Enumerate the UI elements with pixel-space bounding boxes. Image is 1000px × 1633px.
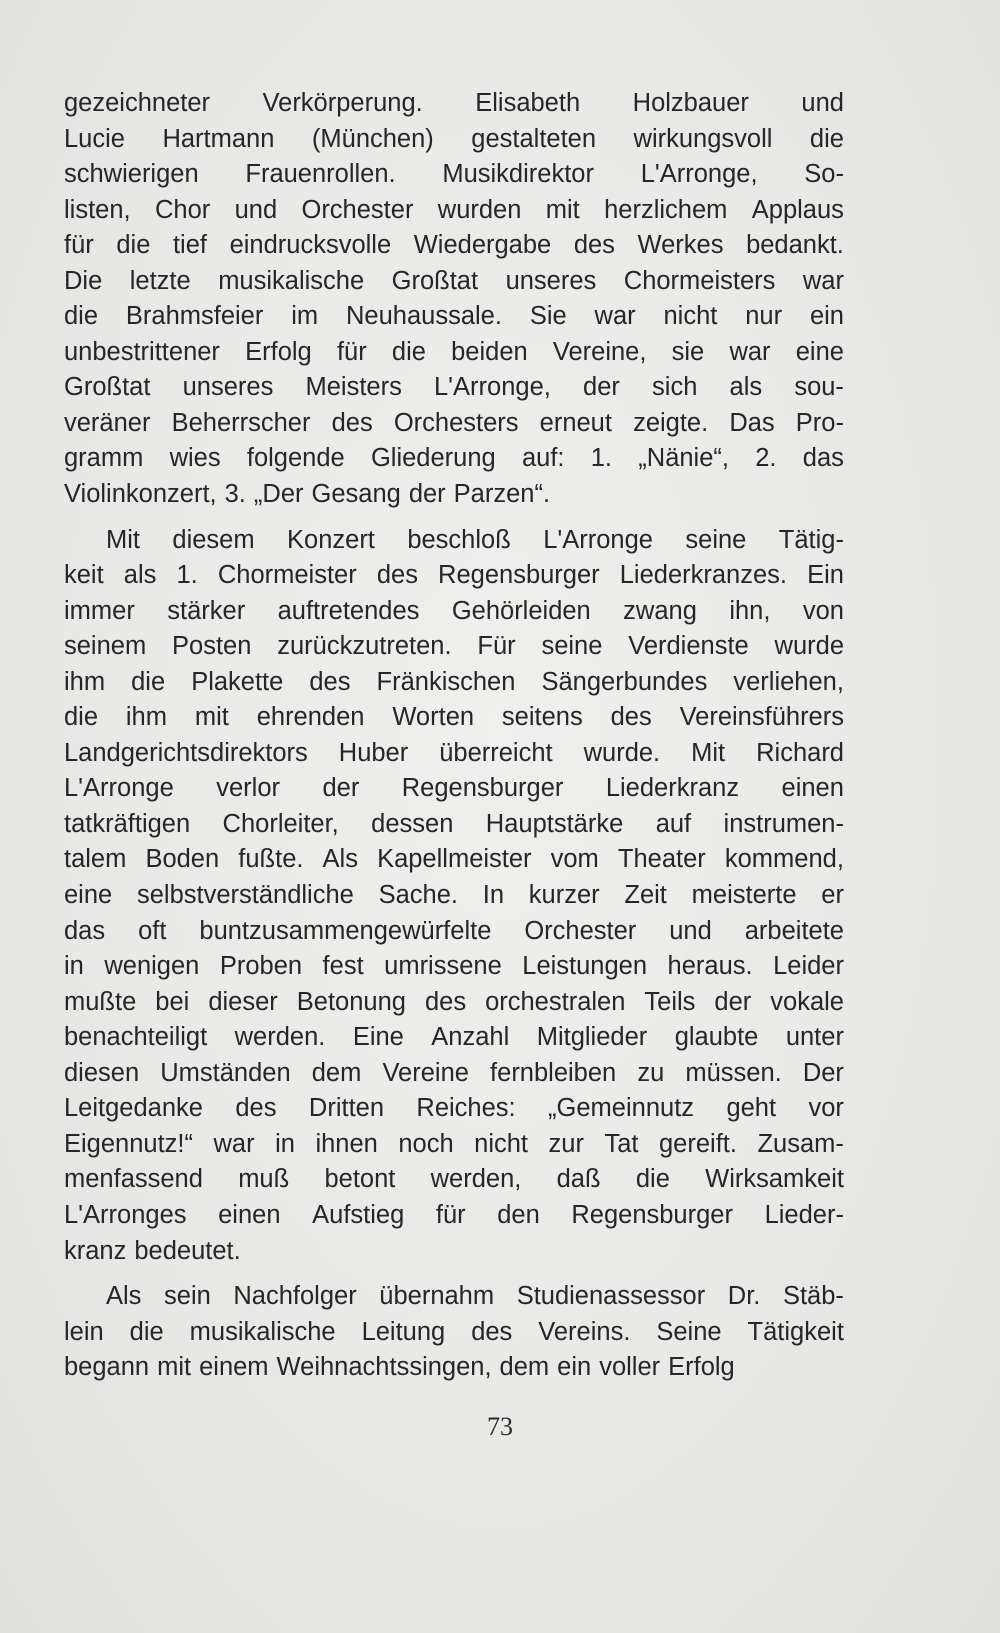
text-line: talem Boden fußte. Als Kapellmeister vom Theater kommend,: [64, 845, 844, 874]
text-line: begann mit einem Weihnachtssingen, dem ein voller Erfolg: [64, 1353, 735, 1382]
text-line: mußte bei dieser Betonung des orchestralen Teils der vokale: [64, 987, 844, 1016]
text-line: für die tief eindrucksvolle Wiedergabe des Werkes bedankt.: [64, 231, 844, 260]
text-line: veräner Beherrscher des Orchesters erneut zeigte. Das Pro-: [64, 408, 844, 437]
text-line: gramm wies folgende Gliederung auf: 1. „Nänie“, 2. das: [64, 444, 844, 473]
text-line: Als sein Nachfolger übernahm Studienassessor Dr. Stäb-: [106, 1282, 844, 1311]
text-line: Die letzte musikalische Großtat unseres Chormeisters war: [64, 266, 844, 295]
text-line: kranz bedeutet.: [64, 1236, 241, 1265]
text-line: L'Arronges einen Aufstieg für den Regensburger Lieder-: [64, 1200, 844, 1229]
text-line: Großtat unseres Meisters L'Arronge, der sich als sou-: [64, 373, 844, 402]
text-line: ihm die Plakette des Fränkischen Sängerbundes verliehen,: [64, 667, 844, 696]
text-line: die Brahmsfeier im Neuhaussale. Sie war nicht nur ein: [64, 302, 844, 331]
text-line: immer stärker auftretendes Gehörleiden zwang ihn, von: [64, 596, 844, 625]
text-line: gezeichneter Verkörperung. Elisabeth Holzbauer und: [64, 89, 844, 117]
text-line: menfassend muß betont werden, daß die Wirksamkeit: [64, 1165, 844, 1194]
text-line: L'Arronge verlor der Regensburger Liederkranz einen: [64, 774, 844, 803]
page-number: 73: [487, 1412, 513, 1441]
text-line: das oft buntzusammengewürfelte Orchester und arbeitete: [64, 916, 844, 945]
text-line: tatkräftigen Chorleiter, dessen Hauptstärke auf instrumen-: [64, 809, 844, 838]
text-line: in wenigen Proben fest umrissene Leistungen heraus. Leider: [64, 952, 844, 981]
text-line: Violinkonzert, 3. „Der Gesang der Parzen“.: [64, 480, 551, 509]
text-line: keit als 1. Chormeister des Regensburger Liederkranzes. Ein: [64, 561, 844, 590]
text-line: eine selbstverständliche Sache. In kurzer Zeit meisterte er: [64, 881, 844, 910]
body-text: [64, 86, 844, 1386]
text-line: diesen Umständen dem Vereine fernbleiben zu müssen. Der: [64, 1058, 844, 1087]
text-line: Mit diesem Konzert beschloß L'Arronge seine Tätig-: [106, 525, 844, 554]
text-line: Landgerichtsdirektors Huber überreicht wurde. Mit Richard: [64, 738, 844, 767]
text-line: Leitgedanke des Dritten Reiches: „Gemeinnutz geht vor: [64, 1094, 844, 1123]
paragraph: [64, 1279, 844, 1386]
text-line: listen, Chor und Orchester wurden mit herzlichem Applaus: [64, 195, 844, 224]
text-line: seinem Posten zurückzutreten. Für seine Verdienste wurde: [64, 632, 844, 661]
text-line: Eigennutz!“ war in ihnen noch nicht zur Tat gereift. Zusam-: [64, 1129, 844, 1158]
text-line: unbestrittener Erfolg für die beiden Vereine, sie war eine: [64, 337, 844, 366]
text-line: die ihm mit ehrenden Worten seitens des Vereinsführers: [64, 703, 844, 732]
text-line: Lucie Hartmann (München) gestalteten wirkungsvoll die: [64, 124, 844, 153]
text-line: benachteiligt werden. Eine Anzahl Mitglieder glaubte unter: [64, 1023, 844, 1052]
text-line: lein die musikalische Leitung des Vereins. Seine Tätigkeit: [64, 1317, 844, 1346]
paragraph: [64, 523, 844, 1269]
text-line: schwierigen Frauenrollen. Musikdirektor L'Arronge, So-: [64, 160, 844, 189]
paragraph: [64, 86, 844, 513]
